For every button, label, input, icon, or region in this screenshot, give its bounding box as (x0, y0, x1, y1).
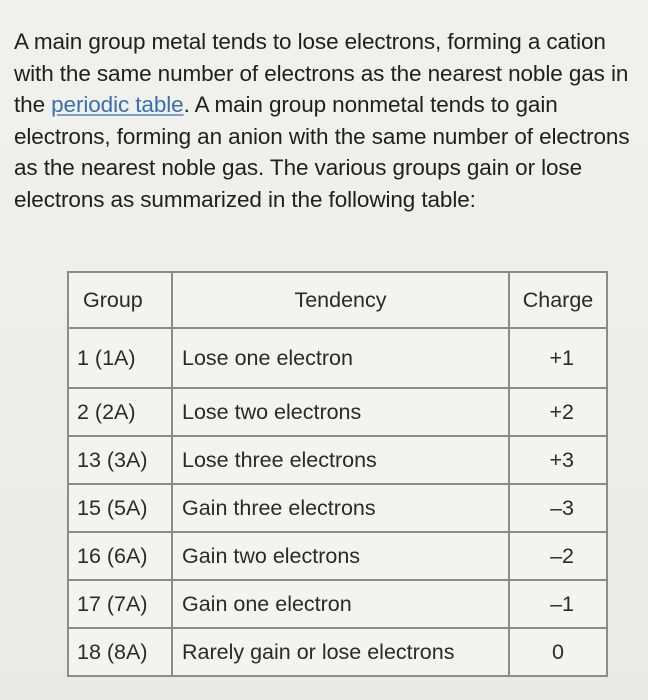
table-row (68, 484, 607, 532)
row-group: 1 (1A) (68, 328, 172, 388)
row-group: 18 (8A) (68, 628, 172, 676)
row-tendency: Gain three electrons (172, 484, 509, 532)
header-charge: Charge (509, 272, 607, 328)
periodic-table-link[interactable]: periodic table (51, 92, 184, 117)
header-tendency: Tendency (172, 272, 509, 328)
header-group: Group (68, 272, 172, 328)
row-charge: +2 (509, 388, 607, 436)
table-row (68, 532, 607, 580)
intro-text-start: A main group metal tends to lose electrons, forming a cation with the same number of electrons as the nearest noble gas in the (14, 29, 629, 117)
row-charge: –1 (509, 580, 607, 628)
row-tendency: Lose one electron (172, 328, 509, 388)
table-row (68, 436, 607, 484)
row-group: 13 (3A) (68, 436, 172, 484)
row-group: 17 (7A) (68, 580, 172, 628)
group-charge-table (67, 271, 608, 677)
table-row (68, 580, 607, 628)
table-header-row (68, 272, 607, 328)
row-tendency: Lose three electrons (172, 436, 509, 484)
row-tendency: Gain one electron (172, 580, 509, 628)
row-group: 16 (6A) (68, 532, 172, 580)
row-tendency: Lose two electrons (172, 388, 509, 436)
row-charge: –2 (509, 532, 607, 580)
table-row (68, 388, 607, 436)
table-row (68, 328, 607, 388)
intro-text-end: . A main group nonmetal tends to gain electrons, forming an anion with the same number of electrons as the nearest noble gas. The various groups gain or lose electrons as summarized in the following table: (14, 92, 630, 212)
intro-paragraph (14, 26, 642, 215)
row-tendency: Rarely gain or lose electrons (172, 628, 509, 676)
row-charge: –3 (509, 484, 607, 532)
row-charge: +3 (509, 436, 607, 484)
row-group: 2 (2A) (68, 388, 172, 436)
row-tendency: Gain two electrons (172, 532, 509, 580)
table-row (68, 628, 607, 676)
row-charge: 0 (509, 628, 607, 676)
row-charge: +1 (509, 328, 607, 388)
row-group: 15 (5A) (68, 484, 172, 532)
